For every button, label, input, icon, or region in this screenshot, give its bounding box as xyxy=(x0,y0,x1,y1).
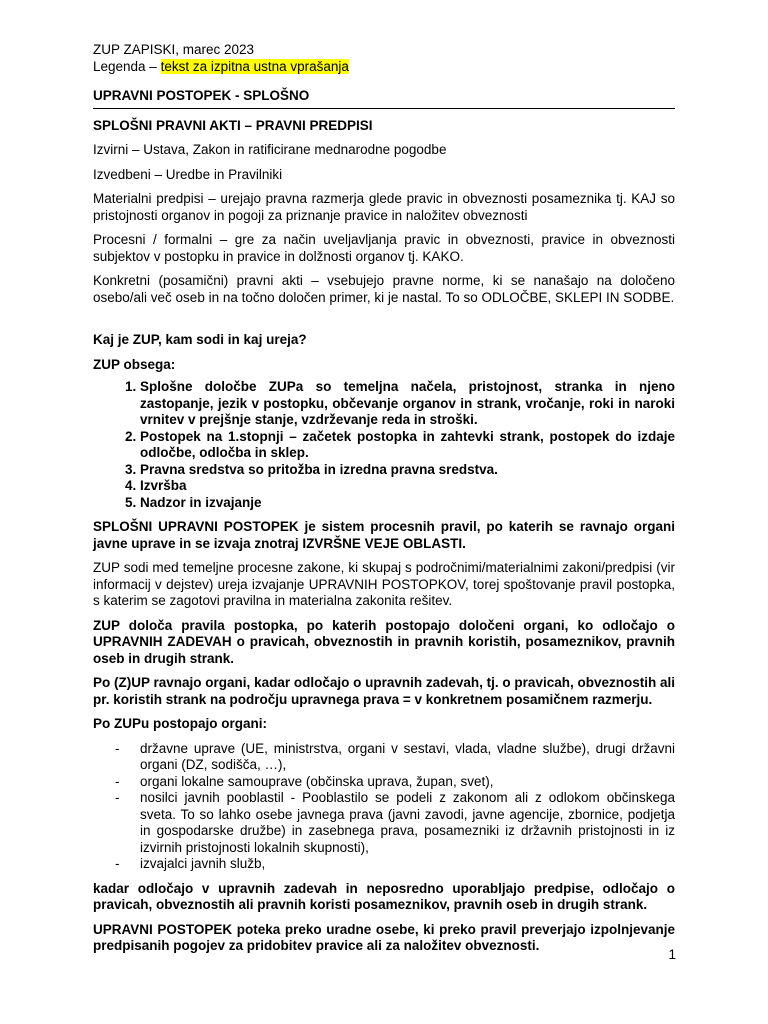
organs-heading: Po ZUPu postopajo organi: xyxy=(93,716,267,731)
scope-item: 5. Nadzor in izvajanje xyxy=(140,495,675,512)
organs-item-text: izvajalci javnih služb, xyxy=(140,856,266,871)
section-title: UPRAVNI POSTOPEK - SPLOŠNO xyxy=(93,88,675,109)
dash-marker: - xyxy=(115,856,120,871)
scope-list xyxy=(93,379,675,511)
organs-item xyxy=(115,856,675,873)
dash-marker: - xyxy=(115,740,120,756)
paragraph-when: kadar odločajo v upravnih zadevah in neposredno uporabljajo predpise, odločajo o pravicah, obveznostih ali pravnih koristi posameznikov, pravnih oseb in drugih strank. xyxy=(93,880,675,912)
organs-item xyxy=(115,741,675,774)
paragraph-zup-belongs: ZUP sodi med temeljne procesne zakone, ki skupaj s področnimi/materialnimi zakoni/predpisi (vir informacij v dejstev) ureja izvajanje UPRAVNIH POSTOPKOV, torej spoštovanje pravil postopka, s katerim se zagotovi pravilna in materialna zakonita rešitev. xyxy=(93,560,675,608)
legend-highlight: tekst za izpitna ustna vprašanja xyxy=(160,58,349,74)
page-content xyxy=(93,42,675,955)
organs-item xyxy=(115,774,675,791)
doc-title-line: ZUP ZAPISKI, marec 2023 xyxy=(93,42,255,57)
legend-prefix: Legenda – xyxy=(93,58,161,74)
organs-item-text: nosilci javnih pooblastil - Pooblastilo se podeli z zakonom ali z odlokom občinskega sveta. To so lahko osebe javnega prava (javni zavodi, javne agencije, zbornice, podjetja in gospodarske družbe) in zasebnega prava, posamezniki iz državnih pristojnosti in iz izvirnih pristojnosti lokalnih skupnosti), xyxy=(140,790,675,855)
organs-item xyxy=(115,790,675,856)
subsection-title: SPLOŠNI PRAVNI AKTI – PRAVNI PREDPISI xyxy=(93,117,373,133)
legend-line xyxy=(93,59,675,76)
paragraph-procesni: Procesni / formalni – gre za način uveljavljanja pravic in obveznosti, pravice in obveznosti subjektov v postopku in pravice in dolžnosti organov tj. KAKO. xyxy=(93,232,675,264)
scope-item: 4. Izvršba xyxy=(140,478,675,495)
paragraph-materialni: Materialni predpisi – urejajo pravna razmerja glede pravic in obveznosti posameznika tj. KAJ so pristojnosti organov in pogoji za priznanje pravice in naložitev obveznosti xyxy=(93,191,675,223)
paragraph-izvedbeni: Izvedbeni – Uredbe in Pravilniki xyxy=(93,166,283,182)
organs-item-text: organi lokalne samouprave (občinska uprava, župan, svet), xyxy=(140,773,494,789)
paragraph-konkretni: Konkretni (posamični) pravni akti – vsebujejo pravne norme, ki se nanašajo na določeno osebo/ali več oseb in na točno določen primer, ki je nastal. To so ODLOČBE, SKLEPI IN SODBE. xyxy=(93,273,675,305)
paragraph-zup-rules: ZUP določa pravila postopka, po katerih postopajo določeni organi, ko odločajo o UPRAVNIH ZADEVAH o pravicah, obveznostih in pravnih koristih, posameznikov, pravnih oseb in drugih strank. xyxy=(93,617,675,666)
paragraph-izvirni: Izvirni – Ustava, Zakon in ratificirane mednarodne pogodbe xyxy=(93,142,447,157)
paragraph-general-procedure: SPLOŠNI UPRAVNI POSTOPEK je sistem procesnih pravil, po katerih se ravnajo organi javne uprave in se izvaja znotraj IZVRŠNE VEJE OBLASTI. xyxy=(93,519,675,551)
scope-item: 1. Splošne določbe ZUPa so temeljna načela, pristojnost, stranka in njeno zastopanje, jezik v postopku, občevanje organov in strank, vročanje, roki in naroki vrnitev v prejšnje stanje, vzdrževanje reda in stroški. xyxy=(140,379,675,429)
scope-heading: ZUP obsega: xyxy=(93,356,176,372)
scope-item: 3. Pravna sredstva so pritožba in izredna pravna sredstva. xyxy=(140,462,675,479)
paragraph-zzup: Po (Z)UP ravnajo organi, kadar odločajo o upravnih zadevah, tj. o pravicah, obveznostih ali pr. koristih strank na področju upravnega prava = v konkretnem posamičnem razmerju. xyxy=(93,675,675,707)
dash-marker: - xyxy=(115,773,120,789)
scope-item: 2. Postopek na 1.stopnji – začetek postopka in zahtevki strank, postopek do izdaje odločbe, odločba in sklep. xyxy=(140,429,675,462)
question-heading: Kaj je ZUP, kam sodi in kaj ureja? xyxy=(93,332,307,347)
dash-marker: - xyxy=(115,790,120,805)
organs-list xyxy=(93,741,675,873)
paragraph-procedure: UPRAVNI POSTOPEK poteka preko uradne osebe, ki preko pravil preverjajo izpolnjevanje predpisanih pogojev za pridobitev pravice ali za naložitev obveznosti. xyxy=(93,921,675,953)
organs-item-text: državne uprave (UE, ministrstva, organi v sestavi, vlada, vladne službe), drugi državni organi (DZ, sodišča, …), xyxy=(140,740,675,772)
page-number: 1 xyxy=(668,947,676,962)
